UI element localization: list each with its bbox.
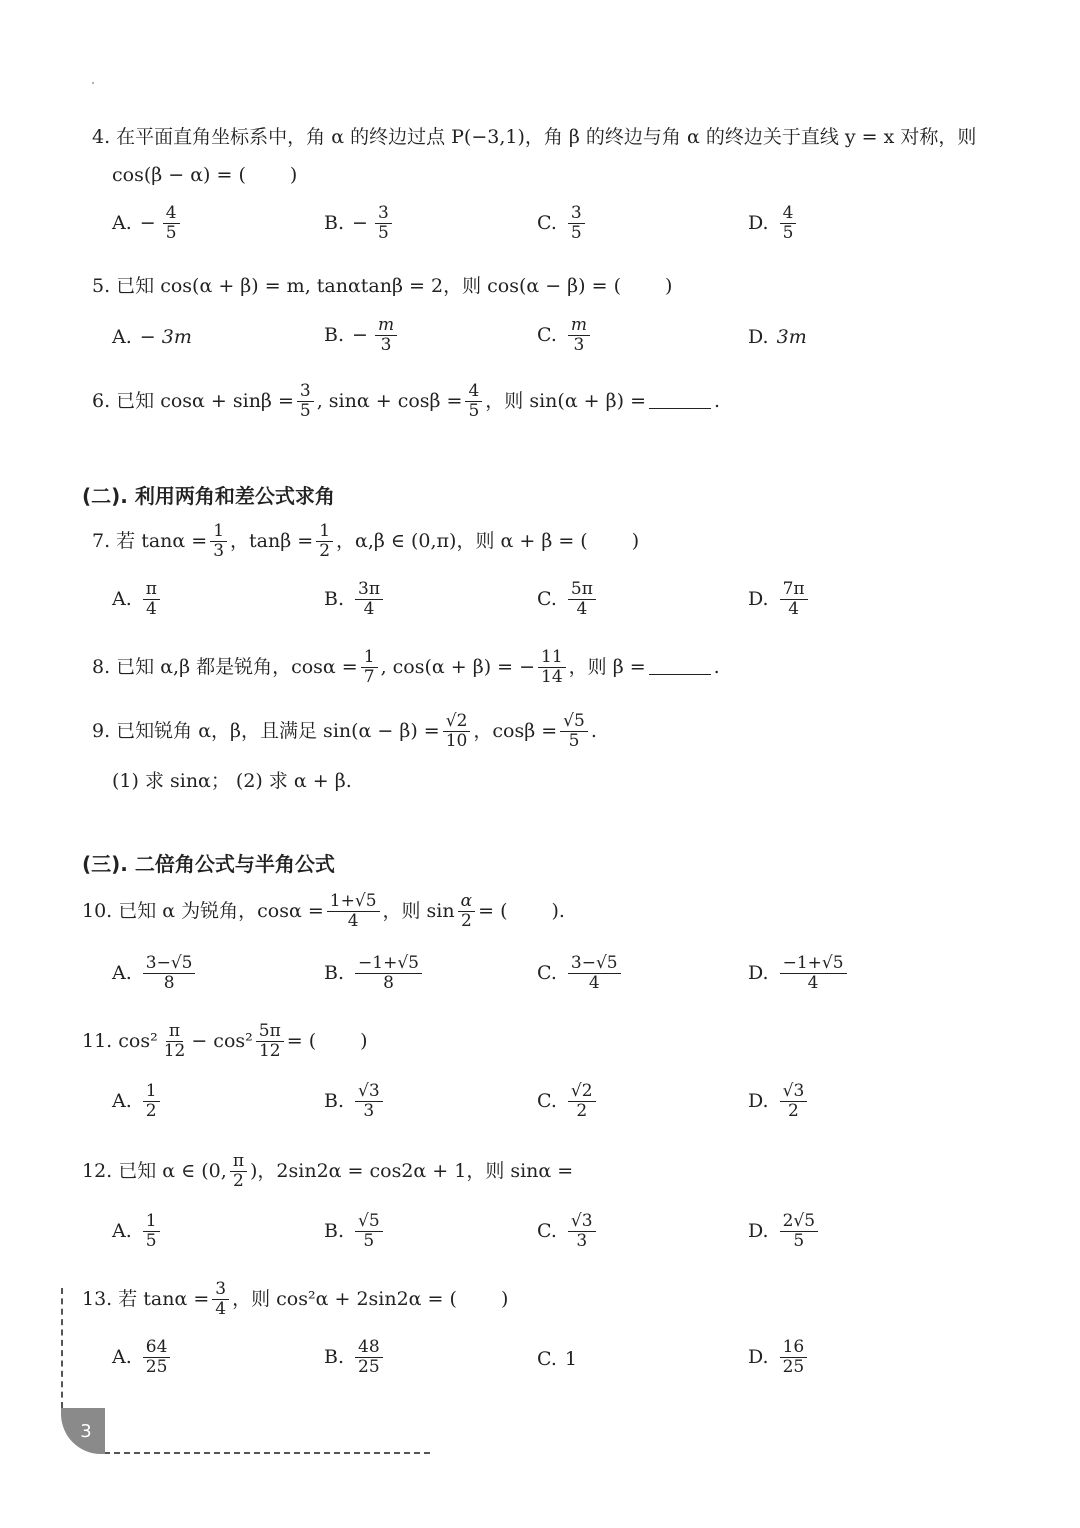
- q9-stem: 9. 已知锐角 α，β，且满足 sin(α − β) = $\frac{√2}{10}$ ，cosβ = $\frac{√5}{5}$ .: [92, 711, 597, 751]
- q7-stem: 7. 若 tanα = $\frac{1}{3}$ ，tanβ = $\frac{1}{2}$ ，α,β ∈ (0,π)，则 α + β = ( ): [92, 521, 640, 561]
- q13-option-d[interactable]: D. $\frac{16}{25}$: [748, 1338, 810, 1376]
- dashed-border-vertical: [61, 1288, 63, 1408]
- q10-stem: 10. 已知 α 为锐角，cosα = $\frac{1+√5}{4}$ ，则 sin $\frac{\alpha}{2}$ = ( ).: [82, 891, 565, 931]
- q11-option-b[interactable]: B. $\frac{√3}{3}$: [324, 1082, 386, 1120]
- page-number-tab: [61, 1408, 105, 1454]
- q12-option-c[interactable]: C. $\frac{√3}{3}$: [537, 1212, 599, 1250]
- q4-line1: 4. 在平面直角坐标系中，角 α 的终边过点 P(−3,1)，角 β 的终边与角 α 的终边关于直线 y = x 对称，则: [92, 126, 977, 148]
- q5-option-b[interactable]: B. − $\frac{m}{3}$: [324, 316, 400, 354]
- q12-option-d[interactable]: D. $\frac{2√5}{5}$: [748, 1212, 821, 1250]
- q8-stem: 8. 已知 α,β 都是锐角，cosα = $\frac{1}{7}$ , cos(α + β) = − $\frac{11}{14}$ ，则 β = .: [92, 647, 720, 687]
- q5-option-a[interactable]: A. − 3m: [112, 326, 192, 348]
- q7-option-d[interactable]: D. $\frac{7\pi}{4}$: [748, 580, 811, 618]
- q4-line2: cos(β − α) = ( ): [112, 164, 298, 186]
- q4-option-a[interactable]: A. − $\frac{4}{5}$: [112, 204, 183, 242]
- q5-option-d[interactable]: D. 3m: [748, 326, 807, 348]
- q4-option-c[interactable]: C. $\frac{3}{5}$: [537, 204, 588, 242]
- q12-option-b[interactable]: B. $\frac{√5}{5}$: [324, 1212, 386, 1250]
- q4-option-d[interactable]: D. $\frac{4}{5}$: [748, 204, 799, 242]
- q11-option-c[interactable]: C. $\frac{√2}{2}$: [537, 1082, 599, 1120]
- q5-option-c[interactable]: C. $\frac{m}{3}$: [537, 316, 593, 354]
- q4-option-b[interactable]: B. − $\frac{3}{5}$: [324, 204, 395, 242]
- q13-stem: 13. 若 tanα = $\frac{3}{4}$ ，则 cos²α + 2sin2α = ( ): [82, 1279, 509, 1319]
- q11-option-d[interactable]: D. $\frac{√3}{2}$: [748, 1082, 810, 1120]
- q10-option-d[interactable]: D. $\frac{-1+√5}{4}$: [748, 954, 850, 992]
- q7-option-b[interactable]: B. $\frac{3\pi}{4}$: [324, 580, 386, 618]
- answer-blank[interactable]: [649, 393, 711, 409]
- q5-stem: 5. 已知 cos(α + β) = m, tanαtanβ = 2，则 cos(α − β) = ( ): [92, 275, 673, 297]
- q10-option-c[interactable]: C. $\frac{3-√5}{4}$: [537, 954, 624, 992]
- scan-speck: [92, 82, 94, 84]
- q9-subquestions: (1) 求 sinα； (2) 求 α + β.: [112, 770, 352, 792]
- q7-option-a[interactable]: A. $\frac{\pi}{4}$: [112, 580, 163, 618]
- section-title-3: (三). 二倍角公式与半角公式: [82, 852, 335, 876]
- page-number: 3: [80, 1420, 92, 1442]
- q10-option-a[interactable]: A. $\frac{3-√5}{8}$: [112, 954, 198, 992]
- q7-option-c[interactable]: C. $\frac{5\pi}{4}$: [537, 580, 599, 618]
- q12-stem: 12. 已知 α ∈ (0, $\frac{\pi}{2}$ )，2sin2α = cos2α + 1，则 sinα =: [82, 1151, 574, 1191]
- q13-option-c[interactable]: C. 1: [537, 1348, 577, 1370]
- answer-blank[interactable]: [649, 659, 711, 675]
- q10-option-b[interactable]: B. $\frac{-1+√5}{8}$: [324, 954, 425, 992]
- section-title-2: (二). 利用两角和差公式求角: [82, 484, 335, 508]
- q11-stem: 11. cos² $\frac{\pi}{12}$ − cos² $\frac{5\pi}{12}$ = ( ): [82, 1021, 368, 1061]
- q13-option-b[interactable]: B. $\frac{48}{25}$: [324, 1338, 386, 1376]
- q13-option-a[interactable]: A. $\frac{64}{25}$: [112, 1338, 173, 1376]
- q6-stem: 6. 已知 cosα + sinβ = $\frac{3}{5}$ , sinα + cosβ = $\frac{4}{5}$ ，则 sin(α + β) = .: [92, 381, 721, 421]
- dashed-border-horizontal: [104, 1452, 430, 1454]
- q12-option-a[interactable]: A. $\frac{1}{5}$: [112, 1212, 163, 1250]
- q11-option-a[interactable]: A. $\frac{1}{2}$: [112, 1082, 163, 1120]
